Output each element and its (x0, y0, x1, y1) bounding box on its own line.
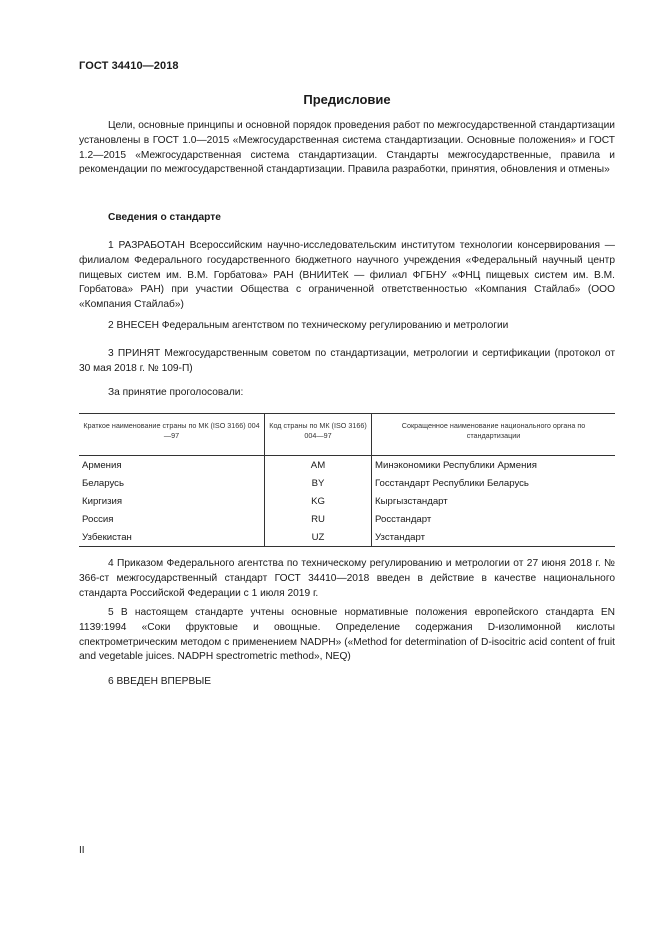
col-standards-body: Сокращенное наименование национального органа по стандартизации (372, 414, 616, 456)
table-row (79, 492, 615, 510)
col-country-name: Краткое наименование страны по МК (ISO 3166) 004—97 (79, 414, 265, 456)
standards-body: Узстандарт (372, 528, 616, 547)
standards-body: Госстандарт Республики Беларусь (375, 477, 529, 489)
country-code: KG (265, 492, 372, 510)
country-name: Армения (79, 456, 265, 475)
item-adopted: 3 ПРИНЯТ Межгосударственным советом по стандартизации, метрологии и сертификации (протокол от 30 мая 2018 г. № 109-П) (79, 348, 615, 374)
country-code: BY (265, 474, 372, 492)
country-name: Беларусь (79, 474, 265, 492)
item-order: 4 Приказом Федерального агентства по техническому регулированию и метрологии от 27 июня 2018 г. № 366-ст межгосударственный стандарт ГОСТ 34410—2018 введен в действие в качестве национального стандарта Российской Федерации с 1 июля 2019 г. (79, 558, 615, 599)
voted-label: За принятие проголосовали: (108, 387, 244, 398)
item-developed: 1 РАЗРАБОТАН Всероссийским научно-исследовательским институтом технологии консервирования — филиалом Федерального государственного бюджетного научного учреждения «Федеральный научный центр пищевых систем им. В.М. Горбатова» РАН (ВНИИТеК — филиал ФГБНУ «ФНЦ пищевых систем им. В.М. Горбатова» РАН) при участии Общества с ограниченной ответственностью «Компания Стайлаб» (ООО «Компания Стайлаб») (79, 240, 615, 311)
standards-body: Минэкономики Республики Армения (375, 459, 537, 471)
table-row (79, 456, 615, 475)
section-title: Предисловие (303, 92, 391, 107)
voting-countries-table (79, 413, 615, 547)
intro-paragraph: Цели, основные принципы и основной порядок проведения работ по межгосударственной стандартизации установлены в ГОСТ 1.0—2015 «Межгосударственная система стандартизации. Основные положения» и ГОСТ 1.2—2015 «Межгосударственная система стандартизации. Стандарты межгосударственные, правила и рекомендации по межгосударственной стандартизации. Правила разработки, принятия, обновления и отмены» (79, 120, 615, 176)
col-country-code: Код страны по МК (ISO 3166) 004—97 (265, 414, 372, 456)
country-code: RU (265, 510, 372, 528)
country-code: AM (265, 456, 372, 475)
standard-info-heading: Сведения о стандарте (108, 212, 221, 223)
country-code: UZ (265, 528, 372, 547)
document-code-header: ГОСТ 34410—2018 (79, 60, 179, 72)
table-header-row (79, 414, 615, 456)
page-number: II (79, 845, 85, 856)
table-row (79, 474, 615, 492)
item-european-standard: 5 В настоящем стандарте учтены основные нормативные положения европейского стандарта EN 1139:1994 «Соки фруктовые и овощные. Определение содержания D-изолимонной кислоты спектрометрическим методом с применением NADPH» («Method for determination of D-isocitric acid content of fruit and vegetable juices. NADPH spectrometric method», NEQ) (79, 607, 615, 663)
item-first-introduced: 6 ВВЕДЕН ВПЕРВЫЕ (108, 676, 212, 687)
table-row (79, 528, 615, 547)
country-name: Узбекистан (79, 528, 265, 547)
country-name: Киргизия (79, 492, 265, 510)
table-row (79, 510, 615, 528)
standards-body: Кыргызстандарт (375, 495, 448, 507)
country-name: Россия (79, 510, 265, 528)
standards-body: Росстандарт (375, 513, 432, 525)
item-introduced: 2 ВНЕСЕН Федеральным агентством по техническому регулированию и метрологии (108, 320, 509, 331)
